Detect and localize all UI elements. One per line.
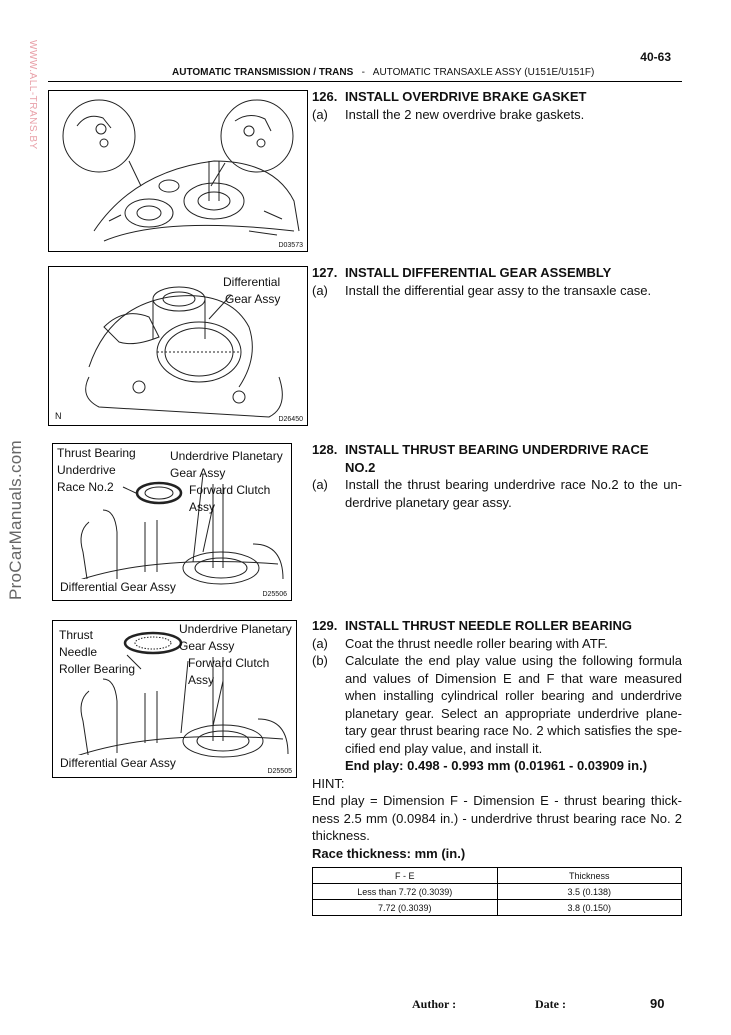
header-section: AUTOMATIC TRANSMISSION / TRANS <box>172 67 354 78</box>
step-heading: 127. INSTALL DIFFERENTIAL GEAR ASSEMBLY <box>312 265 612 280</box>
step-item: (a) Install the 2 new overdrive brake gaskets. <box>312 106 585 122</box>
label-gear-assy: Gear Assy <box>225 292 281 306</box>
gasket-illustration <box>49 91 307 251</box>
table-header: F - E <box>313 868 498 884</box>
label-assy: Assy <box>189 500 216 514</box>
label-underdrive: Underdrive <box>57 463 116 477</box>
page-number: 40-63 <box>640 50 671 64</box>
table-cell: 7.72 (0.3039) <box>313 900 498 916</box>
step-item: (a) Install the thrust bearing underdrive race No.2 to the un-derdrive planetary gear assy. <box>312 477 682 510</box>
watermark-side: ProCarManuals.com <box>6 440 25 601</box>
figure-thrust-bearing-race <box>52 443 292 601</box>
label-assy: Assy <box>188 673 215 687</box>
label-thrust: Thrust <box>59 628 94 642</box>
table-cell: Less than 7.72 (0.3039) <box>313 884 498 900</box>
header-title: AUTOMATIC TRANSAXLE ASSY (U151E/U151F) <box>372 67 595 78</box>
label-roller-bearing: Roller Bearing <box>59 662 136 676</box>
figure-code: D03573 <box>278 242 303 249</box>
label-race-no2: Race No.2 <box>57 480 114 494</box>
footer-author: Author : <box>412 997 457 1011</box>
header-separator: - <box>361 67 365 78</box>
figure-differential <box>48 266 308 426</box>
figure-code: D26450 <box>278 416 303 423</box>
table-row <box>313 900 682 916</box>
step-item: (b) Calculate the end play value using the following formula and values of Dimension E and F that ware measured when installing cylindrical roller bearing and underdrive planetary gear. Select an appropriate underdrive plane-tary gear thrust bearing race No. 2 which satisfies the spe-cified end play value, and install it. <box>312 653 682 756</box>
step-heading: 128. INSTALL THRUST BEARING UNDERDRIVE RACE <box>312 442 649 457</box>
step-heading: 129. INSTALL THRUST NEEDLE ROLLER BEARING <box>312 618 632 633</box>
table-row <box>313 884 682 900</box>
label-forward-clutch: Forward Clutch <box>189 483 271 497</box>
header-rule <box>48 81 682 82</box>
label-underdrive-planetary: Underdrive Planetary <box>179 622 292 636</box>
running-header <box>172 67 594 78</box>
figure-corner-mark: N <box>55 411 62 421</box>
race-thickness-table <box>312 867 682 916</box>
table-header: Thickness <box>497 868 682 884</box>
figure-overdrive-gasket <box>48 90 308 252</box>
figure-code: D25505 <box>267 768 292 775</box>
step-126 <box>312 88 682 123</box>
table-header-row <box>313 868 682 884</box>
footer-date: Date : <box>535 997 566 1011</box>
step-item: (a) Install the differential gear assy to the transaxle case. <box>312 282 652 298</box>
table-cell: 3.5 (0.138) <box>497 884 682 900</box>
footer-page: 90 <box>650 996 665 1011</box>
hint-label: HINT: <box>312 775 345 791</box>
step-128 <box>312 441 682 511</box>
spec-line: End play: 0.498 - 0.993 mm (0.01961 - 0.03909 in.) <box>345 758 648 773</box>
watermark-url: WWW.ALL-TRANS.BY <box>27 40 38 150</box>
label-gear-assy: Gear Assy <box>179 639 235 653</box>
step-heading: 126. INSTALL OVERDRIVE BRAKE GASKET <box>312 89 587 104</box>
label-underdrive-planetary: Underdrive Planetary <box>170 449 283 463</box>
step-heading-cont: NO.2 <box>345 459 376 475</box>
label-gear-assy: Gear Assy <box>170 466 226 480</box>
hint-text: End play = Dimension F - Dimension E - thrust bearing thick-ness 2.5 mm (0.0984 in.) - underdrive thrust bearing race No. 2 thickness. <box>312 793 682 843</box>
label-differential-gear-assy: Differential Gear Assy <box>60 756 176 770</box>
figure-code: D25506 <box>262 591 287 598</box>
label-forward-clutch: Forward Clutch <box>188 656 270 670</box>
step-127 <box>312 264 682 299</box>
table-title: Race thickness: mm (in.) <box>312 845 466 861</box>
step-item: (a) Coat the thrust needle roller bearing with ATF. <box>312 635 608 651</box>
table-cell: 3.8 (0.150) <box>497 900 682 916</box>
figure-needle-roller-bearing <box>52 620 297 778</box>
label-differential: Differential <box>223 275 281 289</box>
label-needle: Needle <box>59 645 98 659</box>
label-differential-gear-assy: Differential Gear Assy <box>60 580 176 594</box>
step-129 <box>312 617 682 862</box>
label-thrust-bearing: Thrust Bearing <box>57 446 136 460</box>
